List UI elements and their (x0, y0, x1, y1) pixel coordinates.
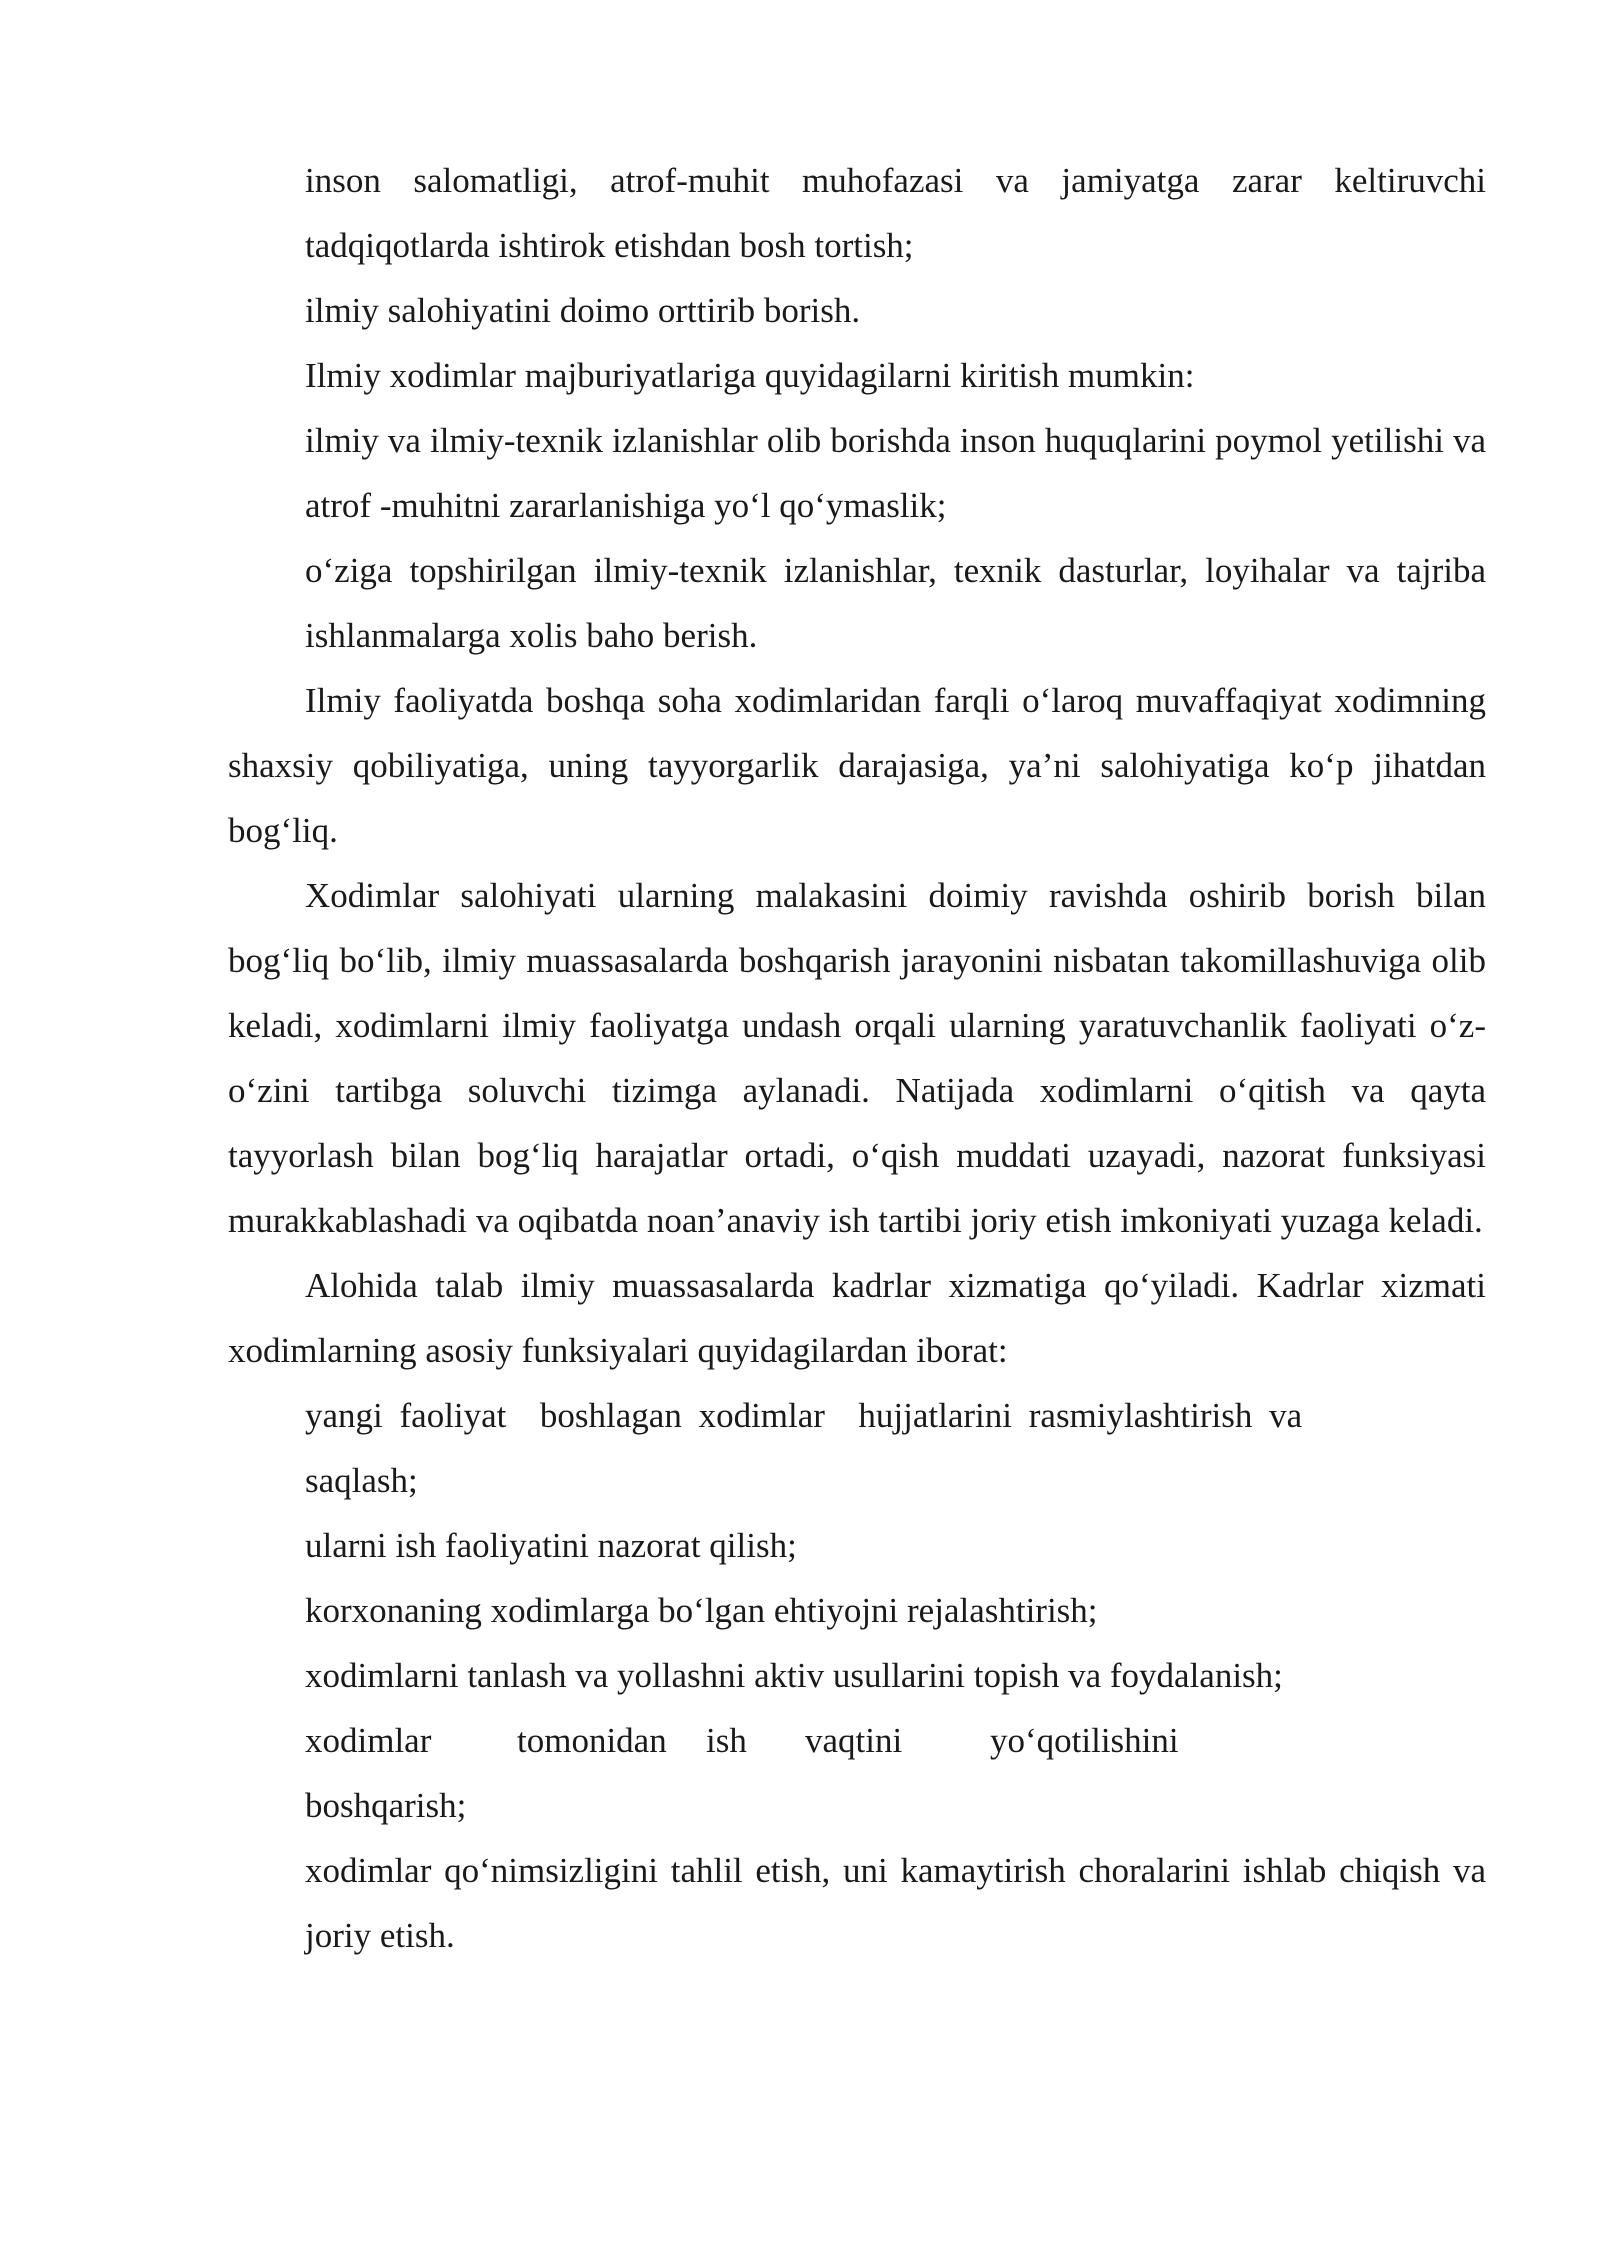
list-item: korxonaning xodimlarga bo‘lgan ehtiyojni rejalashtirish; (305, 1591, 1098, 1630)
paragraph: Ilmiy faoliyatda boshqa soha xodimlaridan farqli o‘laroq muvaffaqiyat xodimning shaxsiy qobiliyatiga, uning tayyorgarlik darajasiga, ya’ni salohiyatiga ko‘p jihatdan bog‘liq. (228, 681, 1486, 850)
list-item: xodimlarni tanlash va yollashni aktiv usullarini topish va foydalanish; (305, 1656, 1283, 1695)
paragraph: Ilmiy xodimlar majburiyatlariga quyidagilarni kiritish mumkin: (305, 356, 1195, 395)
list-item-word: xodimlar (305, 1721, 432, 1760)
list-item: inson salomatligi, atrof-muhit muhofazasi va jamiyatga zarar keltiruvchi tadqiqotlarda ishtirok etishdan bosh tortish; (305, 161, 1486, 265)
list-item-word: tomonidan (517, 1721, 667, 1760)
list-item: ilmiy salohiyatini doimo orttirib borish. (305, 291, 861, 330)
list-item-continuation: saqlash; (305, 1461, 418, 1500)
list-item-word: yo‘qotilishini (990, 1721, 1179, 1760)
list-item: ilmiy va ilmiy-texnik izlanishlar olib borishda inson huquqlarini poymol yetilishi va atrof -muhitni zararlanishiga yo‘l qo‘ymaslik; (305, 421, 1486, 525)
paragraph: Alohida talab ilmiy muassasalarda kadrlar xizmatiga qo‘yiladi. Kadrlar xizmati xodimlarning asosiy funksiyalari quyidagilardan iborat: (228, 1266, 1486, 1370)
page-body (228, 148, 1486, 1968)
list-item: xodimlar qo‘nimsizligini tahlil etish, uni kamaytirish choralarini ishlab chiqish va joriy etish. (305, 1851, 1486, 1955)
paragraph: Xodimlar salohiyati ularning malakasini doimiy ravishda oshirib borish bilan bog‘liq bo‘lib, ilmiy muassasalarda boshqarish jarayonini nisbatan takomillashuviga olib keladi, xodimlarni ilmiy faoliyatga undash orqali ularning yaratuvchanlik faoliyati o‘z-o‘zini tartibga soluvchi tizimga aylanadi. Natijada xodimlarni o‘qitish va qayta tayyorlash bilan bog‘liq harajatlar ortadi, o‘qish muddati uzayadi, nazorat funksiyasi murakkablashadi va oqibatda noan’anaviy ish tartibi joriy etish imkoniyati yuzaga keladi. (228, 876, 1486, 1240)
list-item-word: ish (706, 1721, 747, 1760)
list-item-line: yangi faoliyat boshlagan xodimlar hujjatlarini rasmiylashtirish va (305, 1396, 1303, 1435)
list-item-word: vaqtini (805, 1721, 903, 1760)
list-item-continuation: boshqarish; (305, 1786, 467, 1825)
list-item (228, 1383, 1486, 1448)
list-item: ularni ish faoliyatini nazorat qilish; (305, 1526, 797, 1565)
list-item: o‘ziga topshirilgan ilmiy-texnik izlanishlar, texnik dasturlar, loyihalar va tajriba ishlanmalarga xolis baho berish. (305, 551, 1486, 655)
list-item (228, 1708, 1486, 1773)
